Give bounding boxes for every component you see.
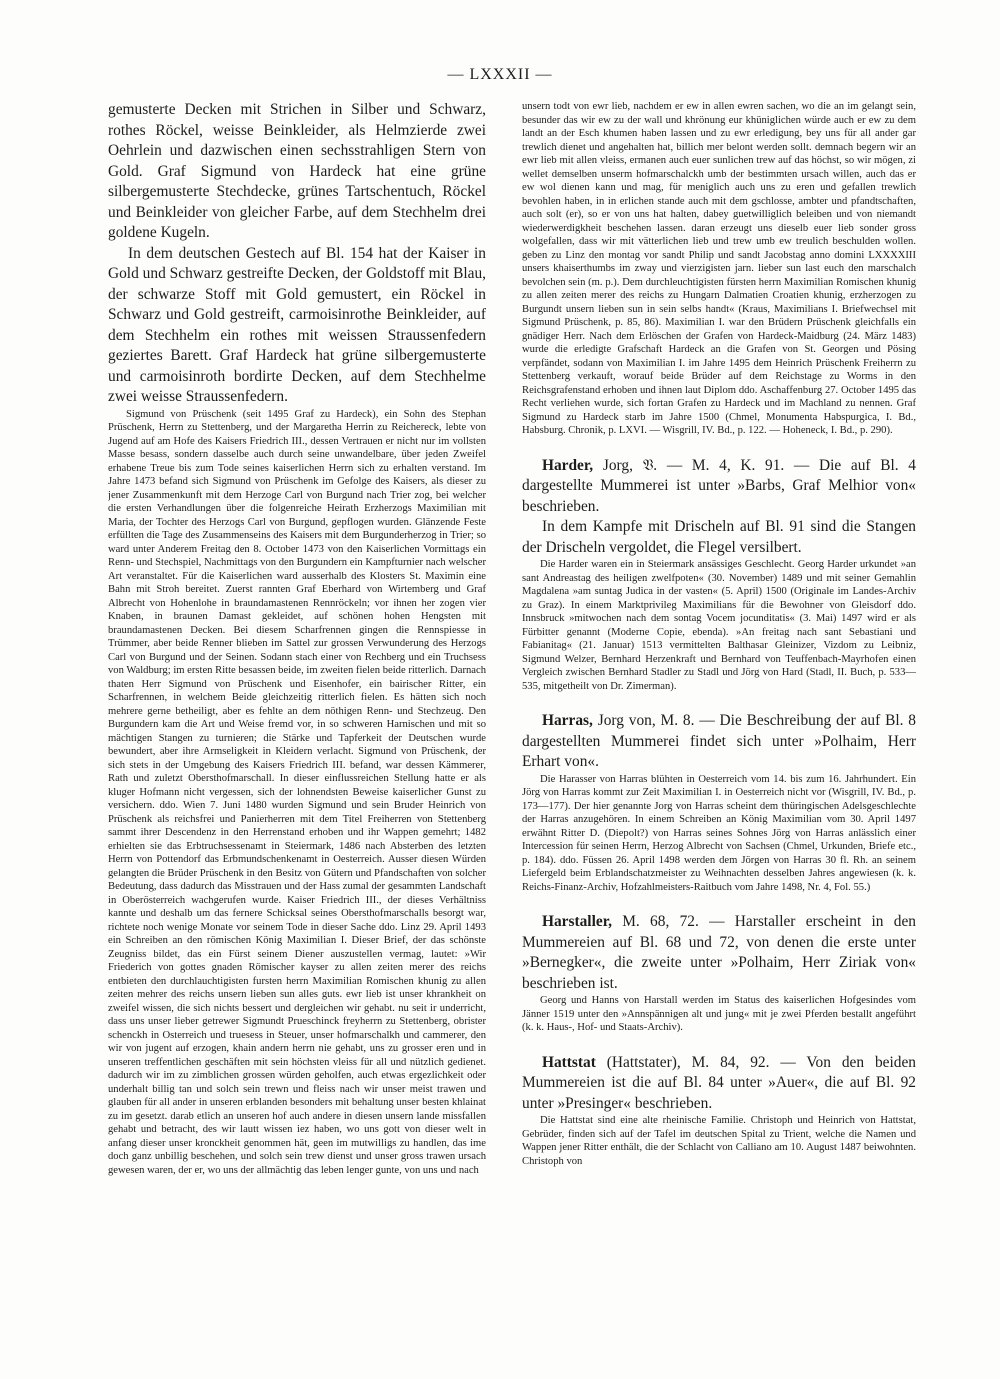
- left-column: [108, 100, 486, 1280]
- entry-head: Jorg von, M. 8. — Die Beschreibung der auf Bl. 8 dargestellten Mummerei findet sich unter »Polhaim, Herr Erhart von«.: [522, 712, 916, 770]
- entry-head: Jorg, 𝔙. — M. 4, K. 91. — Die auf Bl. 4 dargestellte Mummerei ist unter »Barbs, Graf Melhior von« beschrieben.: [522, 456, 916, 515]
- entry-head: (Hattstater), M. 84, 92. — Von den beiden Mummereien ist die auf Bl. 84 unter »Auer«, die auf Bl. 92 unter »Presinger« beschrieben.: [522, 1053, 916, 1112]
- entry-title: Harder,: [542, 456, 594, 474]
- entry-body: In dem Kampfe mit Drischeln auf Bl. 91 sind die Stangen der Drischeln vergoldet, die Flegel versilbert.: [522, 518, 916, 556]
- entry-harstaller: [522, 912, 916, 1035]
- entry-title: Harras,: [542, 712, 593, 729]
- entry-note: Georg und Hanns von Harstall werden im Status des kaiserlichen Hofgesindes vom Jänner 1519 unter den »Annspännigen alt und jung« mit je zwei Pferden bestallt angeführt (k. k. Haus-, Hof- und Staats-Archiv).: [522, 995, 916, 1033]
- entry-title: Hattstat: [542, 1053, 596, 1071]
- entry-harder: [522, 456, 916, 694]
- paragraph-decken: gemusterte Decken mit Strichen in Silber und Schwarz, rothes Röckel, weisse Beinkleider, als Helmzierde zwei Oehrlein und dazwischen einen sechsstrahligen Stern von Gold. Graf Sigmund von Hardeck hat eine grüne silbergemusterte Stechdecke, grünes Tartschentuch, Röckel und Beinkleider von gleicher Farbe, auf dem Stechhelm drei goldene Kugeln.: [108, 101, 486, 241]
- entry-hattstat: [522, 1053, 916, 1169]
- entry-harras: [522, 711, 916, 894]
- entry-head: M. 68, 72. — Harstaller erscheint in den Mummereien auf Bl. 68 und 72, von denen die erste unter »Bernegker«, die zweite unter »Polhaim, Herr Ziriak von« beschrieben ist.: [522, 913, 916, 992]
- page-number-header: — LXXXII —: [447, 66, 553, 83]
- paragraph-deutsches-gestech: In dem deutschen Gestech auf Bl. 154 hat der Kaiser in Gold und Schwarz gestreifte Decken, der Goldstoff mit Blau, der schwarze Stoff mit Gold gemustert, ein Röckel in Schwarz und Gold gestreift, carmoisinrothe Beinkleider, auf dem Stechhelm ein rothes mit weissen Straussenfedern geziertes Barett. Graf Hardeck hat grüne silbergemusterte und carmoisinroth bordirte Decken, auf dem Stechhelme zwei weisse Straussenfedern.: [108, 244, 486, 405]
- note-pruschenk: Sigmund von Prüschenk (seit 1495 Graf zu Hardeck), ein Sohn des Stephan Prüschenk, Herrn zu Stettenberg, und der Margaretha Herrin zu Reichereck, lebte von Jugend auf am Hofe des Kaisers Friedrich III., dessen Vertrauen er nicht nur im vollsten Masse besass, sondern dasselbe auch durch seine unwandelbare, über jeden Zweifel erhabene Treue bis zum Tode seines kaiserlichen Herrn sich zu erhalten verstand. Im Jahre 1473 befand sich Sigmund von Prüschenk im Gefolge des Kaisers, als dieser zu jener Zusammenkunft mit dem Herzoge Carl von Burgund nach Trier zog, bei welcher die ersten Verhandlungen über die folgenreiche Heirath Erzherzogs Maximilian mit Maria, der Tochter des Herzogs Carl von Burgund, gepflogen wurden. Glänzende Feste erfüllten die Tage des Zusammenseins des Kaisers mit dem Burgunderherzog in Trier; so ward unter Anderem Freitag den 8. October 1473 von den Kaiserlichen Vormittags ein Renn- und Stechspiel, Nachmittags von den Burgundern ein Kampfturnier nach welscher Art veranstaltet. Für die Kaiserlichen ward ausserhalb des Klosters St. Maximin eine Bahn mit Stroh bereitet. Zuerst rannten Graf Eberhard von Wirtemberg und Graf Albrecht von Hohenlohe in braundamastenen Rennröckeln; vor ihnen her zogen vier Knaben, in braunen Damast gekleidet, auf schönen hohen Hengsten mit braundamastenen Decken. Bei diesem Scharfrennen gingen die Rennspiesse in Trümmer, aber beide Renner blieben im Sattel zur grossen Verwunderung des Herzogs Carl von Burgund und der Seinen. Sodann stach einer von Rechberg und ein Truchsess von Waldburg; im ersten Ritte besassen beide, im zweiten fielen beide ritterlich. Darnach thaten Herr Sigmund von Prüschenk und Eisenhofer, ein bairischer Ritter, ein Scharfrennen, in welchem Beide gleichzeitig ritterlich fielen. Es hätten sich noch mehrere gerne betheiligt, aber es fehlte an dem nöthigen Renn- und Stechzeug. Den Burgundern kam die Art und Weise fremd vor, in so schweren Harnischen und mit so mächtigen Stangen zu turnieren; die Stärke und Tapferkeit der Deutschen wurde bewundert, aber ihre Armseligkeit in Kleidern verlacht. Sigmund von Prüschenk, der sich stets in der Umgebung des Kaisers Friedrich III. befand, war dessen Kämmerer, Rath und zuletzt Obersthofmarschall. In dieser einflussreichen Stellung hatte er als kluger Hofmann nicht vergessen, sich der lohnendsten Beweise kaiserlicher Gunst zu versichern. ddo. Wien 7. Juni 1480 wurden Sigmund und sein Bruder Heinrich von Prüschenk als reichsfrei und Panierherren mit dem Titel Freiherren von Stettenberg sammt ihrer Descendenz in den Herrenstand erhoben und ihr Wappen gemehrt; 1482 erhielten sie das Erbtruchsessenamt in Steiermark, 1486 nach Absterben des letzten Herrn von Pottendorf das Erbmundschenkenamt in Oesterreich. Ausser diesen Würden gelangten die Brüder Prüschenk in den Besitz von Gütern und Pfandschaften von solcher Bedeutung, dass dadurch das Misstrauen und der Hass zumal der gesammten Landschaft in Oberösterreich wachgerufen wurde. Kaiser Friedrich III., der dieses Verhältniss kannte und deshalb um das fernere Schicksal seines Obersthofmarschalls besorgt war, richtete noch wenige Monate vor seinem Tode in dieser Sache ddo. Linz 29. April 1493 ein Schreiben an den römischen König Maximilian I. Dieser Brief, der das schönste Zeugniss bildet, das ein Fürst seinem Diener auszustellen vermag, lautet: »Wir Friederich von gottes gnaden Römischer kayser zu allen zeiten merer des reichs entbieten den durchlauchtigisten fursten herrn Maximilian Romischen khunig zu allen zeiten mehrer des reichs unsern lieben sun alles guts. ewr lieb ist unser khrankheit on zweifel wissen, die sich nichts bessert und dergleichen wir gehabt. nu seit ir underricht, dass uns unser lieber getrewer Sigmundt Prueschinck freyherrn zu Stettenberg, obrister schenckh in Osterreich und truesess in Steuer, unser hofmarschalkh und cammerer, den wir von jugent auf erzogen, khain andern herrn nie gehabt, uns zu grosser eren und in unseren treffentlichen geschäften mit sein höchsten vleiss für all und nützlich gedienet. dadurch wir im zu zimblichen grossen würden geholfen, auch etwas ergezlichkeit oder underhalt billig tan und solch sein trewn und fleiss nach wir unser meist trawen und glauben für all ander in unseren erblanden besonders mit behaltung unser besten khlainat zu im gesetzt. darab etlich an unseren hof auch andere in diesen unsern lande missfallen gehabt und betracht, des wir lautt wissen iez haben, wo uns gott von dieser welt in anfang dieser unser kronckheit genommen hät, geen im mutwilligs zu handlen, das ime doch ganz unbillig beschehen, und solch sein trew dienst und unser gross trawen ursach gewesen waren, der er, wo uns der allmächtig das leben lenger gunte, von uns und nach: [108, 408, 486, 1176]
- entry-note: Die Hattstat sind eine alte rheinische Familie. Christoph und Heinrich von Hattstat, Gebrüder, finden sich auf der Tafel im deutschen Spital zu Trient, welche die Namen und Wappen jener Ritter enthält, die der Schlacht von Calliano am 10. August 1487 beiwohnten. Christoph von: [522, 1115, 916, 1167]
- entry-note: Die Harder waren ein in Steiermark ansässiges Geschlecht. Georg Harder urkundet »an sant Andreastag des heiligen zwelfpoten« (30. November) 1489 und mit seiner Gemahlin Magdalena »am suntag Judica in der vasten« (5. April) 1500 (Originale im Landes-Archiv zu Graz). In einem Marktprivileg Maximilians für die Bewohner von Gleisdorf ddo. Innsbruck »mitwochen nach dem sontag Vocem jocunditatis« (3. Mai) 1497 wird er als Fürbitter genannt (Moderne Copie, ebenda). »An freitag nach sant Sebastiani und Fabianitag« (21. Januar) 1513 vermittelten Balthasar Gleinizer, Vizdom zu Leibniz, Sigmund Welzer, Bernhard Herzenkraft und Bernhard von Teuffenbach-Mayrhofen einen Vergleich zwischen Bernhard Stadler zu Stadl und Jörg von Hard (Stadl, II. Buch, p. 533—535, mitgetheilt von Dr. Zimerman).: [522, 559, 916, 692]
- entry-title: Harstaller,: [542, 913, 612, 930]
- note-pruschenk-continued: unsern todt von ewr lieb, nachdem er ew in allen ewren sachen, wo die an im gelangt sein, besunder das wir ew zu der wall und khrönung eur khüniglichen würde auch er ew zu dem landt an der Esch khumen haben lassen und zu ewr erledigung, bey uns für all ander gar trewlich dienet und angehalten hat, billich mer belont werden sollt. demnach begern wir an ewr lieb mit allen vleiss, ermanen auch euer sunlichen trew auf das höchst, so wir mögen, zi wellet demselben unserm hofmarschalckh umb der bestimmten ursach willen, auch das er ew wol dienen kann und mag, für meniglich auch uns zu eren und gefallen trewlich bevohlen haben, in in erlichen stande auch mit dem gschlosse, ambter und pfandtschaften, auch solt (er), so er von uns hat halten, dabey guetwilliglich beleiben und von niemandt wiederwerdigkheit beschehen lassen. daran erzeugt uns dieselb euer lieb sonder gross wolgefallen, dass wir mit vätterlichen lieb und trew umb ew treulich beschulden wollen. geben zu Linz den montag vor sandt Philip und sandt Jacobstag anno domini LXXXXIII unsers khaiserthumbs im zway und vierzigisten jarn. lieber sun last euch den marschalch bevolchen sein (m. p.). Dem durchleuchtigisten fürsten herrn Maximilian Romischen khunig zu allen zeiten merer des reichs zu Hungarn Dalmatien Croatien khunig, erzherzogen zu Burgundt unsern lieben sun in sein selbs handt« (Kraus, Maximilians I. Briefwechsel mit Sigmund Prüschenk, p. 85, 86). Maximilian I. war den Brüdern Prüschenk gleichfalls ein gnädiger Herr. Nach dem Erlöschen der Grafen von Hardeck-Maidburg (24. März 1483) wurde die erledigte Grafschaft Hardeck an die Grafen von St. Georgen und Pösing verpfändet, sodann von Maximilian I. im Jahre 1495 dem Heinrich Prüschenk Freiherrn zu Stettenberg verkauft, worauf beide Brüder auf dem Reichstage zu Worms in den Reichsgrafenstand erhoben und ihnen laut Diplom ddo. Aschaffenburg 27. October 1495 das Recht verliehen wurde, sich fortan Grafen zu Hardeck und im Machland zu nennen. Graf Sigmund zu Hardeck starb im Jahre 1500 (Chmel, Monumenta Habspurgica, I. Bd., Habsburg. Chronik, p. LXVI. — Wisgrill, IV. Bd., p. 122. — Hoheneck, I. Bd., p. 290).: [522, 101, 916, 436]
- entry-note: Die Harasser von Harras blühten in Oesterreich vom 14. bis zum 16. Jahrhundert. Ein Jörg von Harras kommt zur Zeit Maximilian I. in Oesterreich nicht vor (Wisgrill, IV. Bd., p. 173—177). Der hier genannte Jorg von Harras scheint dem thüringischen Adelsgeschlechte der Harras anzugehören. In einem Schreiben an König Maximilian vom 30. April 1497 erwähnt Ritter D. (Diepolt?) von Harras seines Sohnes Jörg von Harras anlässlich einer Intercession für seinen Herrn, Herzog Albrecht von Sachsen (Chmel, Urkunden, Briefe etc., p. 184). ddo. Füssen 26. April 1498 werden dem Jörgen von Harras 30 fl. Rh. an seinem Liefergeld beim Erblandschatzmeister zu Weihnachten desselben Jahres angewiesen (k. k. Reichs-Finanz-Archiv, Hofzahlmeisters-Raitbuch vom Jahre 1498, Nr. 4, Fol. 55.): [522, 773, 916, 893]
- right-column: [522, 100, 916, 1280]
